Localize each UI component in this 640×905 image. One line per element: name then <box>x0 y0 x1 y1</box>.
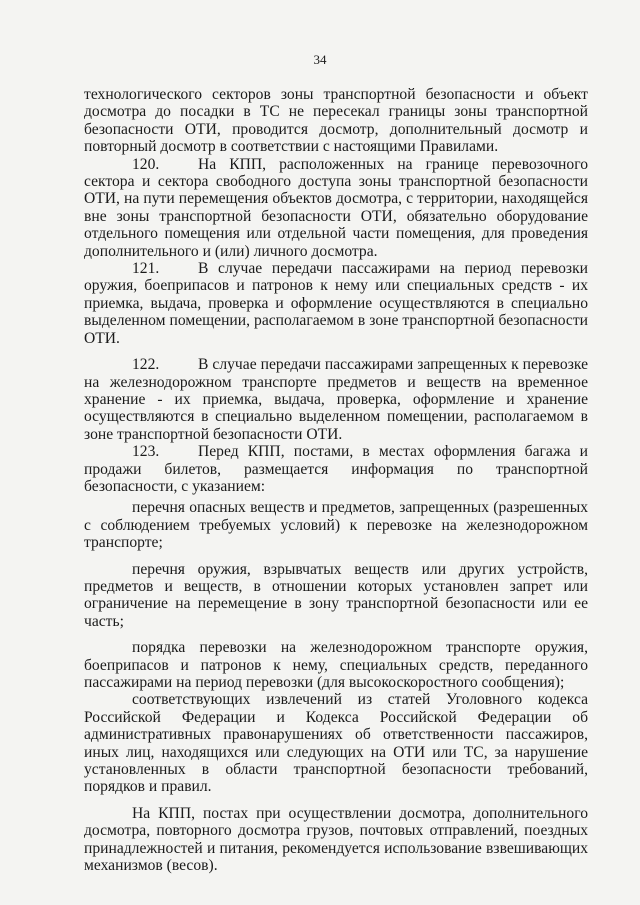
list-item-dangerous-substances: перечня опасных веществ и предметов, запрещенных (разрешенных с соблюдением требуемых условий) к перевозке на железнодорожном транспорте; <box>84 499 588 552</box>
paragraph-number: 120. <box>132 155 160 173</box>
paragraph-number: 121. <box>132 260 160 278</box>
page-content <box>84 86 588 874</box>
page-number: 34 <box>313 52 327 67</box>
paragraph-123 <box>84 443 588 495</box>
paragraph-weighing: На КПП, постах при осуществлении досмотра, дополнительного досмотра, повторного досмотра грузов, почтовых отправлений, поездных принадлежностей и питания, рекомендуется использование взвешивающих механизмов (весов). <box>84 804 588 875</box>
list-item-transport-order: порядка перевозки на железнодорожном транспорте оружия, боеприпасов и патронов к нему, специальных средств, переданного пассажирами на период перевозки (для высокоскоростного сообщения); <box>84 639 588 691</box>
paragraph-text: В случае передачи пассажирами запрещенных к перевозке на железнодорожном транспорте предметов и веществ на временное хранение - их приемка, выдача, проверка, оформление и хранение осуществляются в специально выделенном помещении, располагаемом в зоне транспортной безопасности ОТИ. <box>84 356 588 443</box>
paragraph-number: 122. <box>132 356 160 374</box>
paragraph-continuation: технологического секторов зоны транспортной безопасности и объект досмотра до посадки в ТС не пересекал границы зоны транспортной безопасности ОТИ, проводится досмотр, дополнительный досмотр и повторный досмотр в соответствии с настоящими Правилами. <box>84 86 588 156</box>
paragraph-122 <box>84 356 588 443</box>
list-item-weapons: перечня оружия, взрывчатых веществ или других устройств, предметов и веществ, в отношении которых установлен запрет или ограничение на перемещение в зону транспортной безопасности или ее часть; <box>84 560 588 630</box>
paragraph-text: На КПП, расположенных на границе перевозочного сектора и сектора свободного доступа зоны транспортной безопасности ОТИ, на пути перемещения объектов досмотра, с территории, находящейся вне зоны транспортной безопасности ОТИ, обязательно оборудование отдельного помещения или отдельной части помещения, для проведения дополнительного и (или) личного досмотра. <box>84 155 588 260</box>
paragraph-121 <box>84 260 588 347</box>
paragraph-120 <box>84 156 588 260</box>
list-item-legal-extracts: соответствующих извлечений из статей Уголовного кодекса Российской Федерации и Кодекса Российской Федерации об административных правонарушениях об ответственности пассажиров, иных лиц, находящихся или следующих на ОТИ или ТС, за нарушение установленных в области транспортной безопасности требований, порядков и правил. <box>84 691 588 796</box>
paragraph-number: 123. <box>132 443 160 461</box>
paragraph-text: В случае передачи пассажирами на период перевозки оружия, боеприпасов и патронов к нему или специальных средств - их приемка, выдача, проверка и оформление осуществляются в специально выделенном помещении, располагаемом в зоне транспортной безопасности ОТИ. <box>84 260 588 347</box>
paragraph-text: Перед КПП, постами, в местах оформления багажа и продажи билетов, размещается информация по транспортной безопасности, с указанием: <box>84 443 588 495</box>
